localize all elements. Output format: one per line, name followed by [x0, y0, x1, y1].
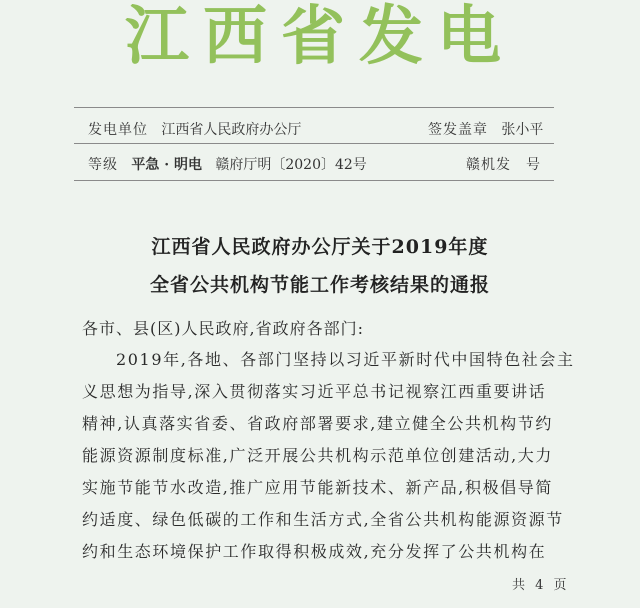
sender-label: 发电单位 — [88, 122, 148, 138]
body-line: 精神,认真落实省委、省政府部署要求,建立健全公共机构节约 — [82, 414, 553, 433]
body-line: 约和生态环境保护工作取得积极成效,充分发挥了公共机构在 — [82, 542, 547, 561]
salutation: 各市、县(区)人民政府,省政府各部门: — [82, 319, 364, 338]
grade-value: 平急 · 明电 — [131, 157, 202, 173]
grade-row — [88, 155, 367, 175]
body-text — [82, 344, 575, 568]
body-line: 约适度、绿色低碳的工作和生活方式,全省公共机构能源资源节 — [82, 510, 564, 529]
signer-value: 张小平 — [501, 122, 544, 138]
page-count: 共 4 页 — [512, 578, 570, 593]
grade-label: 等级 — [88, 157, 118, 173]
header-rule-middle — [74, 143, 554, 144]
signer-row — [428, 120, 543, 140]
signer-label: 签发盖章 — [428, 122, 488, 138]
body-line: 义思想为指导,深入贯彻落实习近平总书记视察江西重要讲话 — [82, 382, 547, 401]
header-rule-bottom — [74, 180, 554, 181]
header-rule-top — [74, 107, 554, 108]
dispatch-row — [466, 155, 541, 175]
document-title-line-1: 江西省人民政府办公厅关于2019年度 — [151, 236, 489, 258]
sender-value: 江西省人民政府办公厅 — [161, 122, 302, 138]
body-line: 实施节能节水改造,推广应用节能新技术、新产品,积极倡导简 — [82, 478, 553, 497]
document-title-line-2: 全省公共机构节能工作考核结果的通报 — [149, 274, 490, 296]
document-number: 赣府厅明〔2020〕42号 — [215, 157, 367, 173]
body-line: 能源资源制度标准,广泛开展公共机构示范单位创建活动,大力 — [82, 446, 553, 465]
dispatch-label: 赣机发 号 — [466, 157, 541, 173]
sender-row — [88, 120, 301, 140]
masthead-title: 江西省发电 — [125, 0, 515, 74]
body-line: 2019年,各地、各部门坚持以习近平新时代中国特色社会主 — [116, 350, 575, 369]
